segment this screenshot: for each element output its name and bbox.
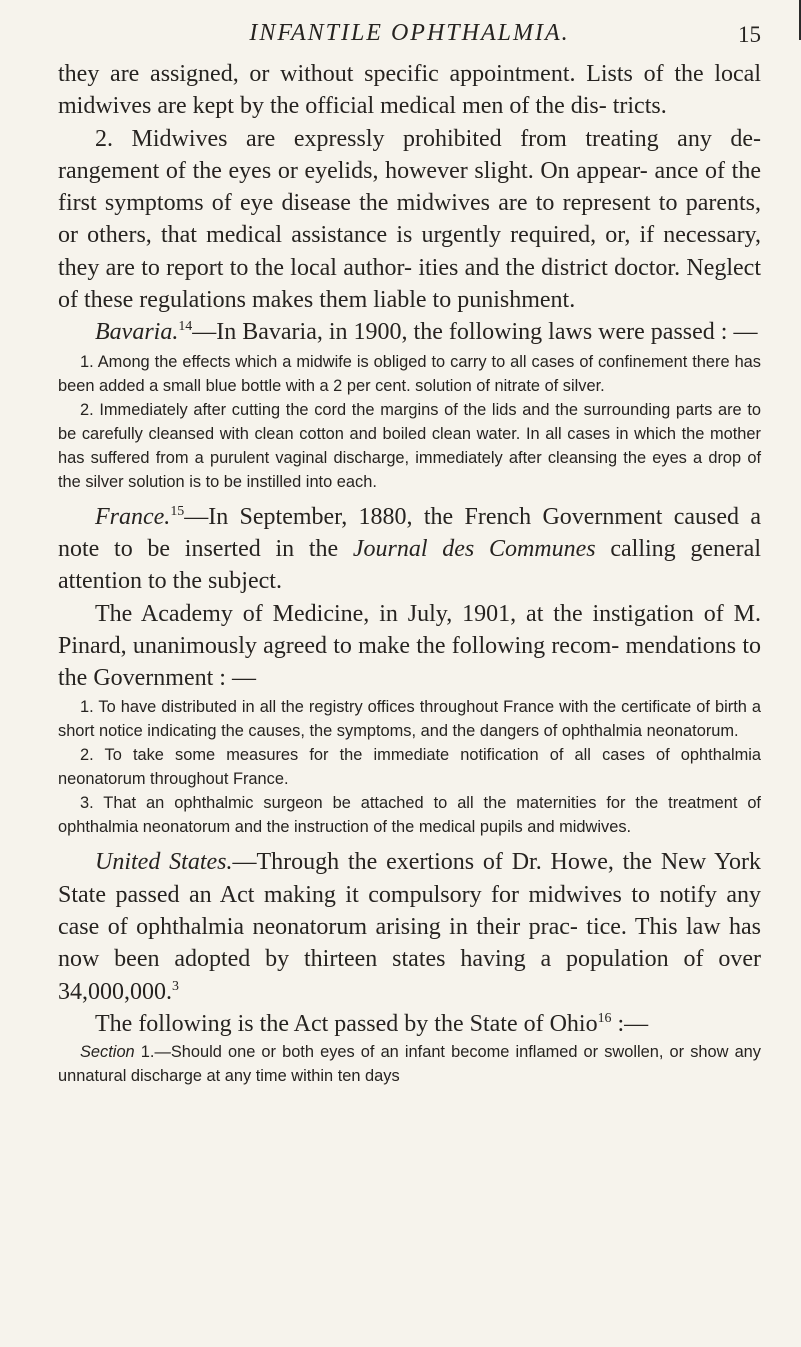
page-number: 15	[738, 22, 761, 47]
paragraph-france	[58, 501, 761, 598]
paragraph-midwife-prohibition: 2. Midwives are expressly prohibited from treating any de- rangement of the eyes or eyelids, however slight. On appear- ance of the first symptoms of eye disease the midwives are to represent to parents, or others, that medical assistance is urgently required, or, if necessary, they are to report to the local author- ities and the district doctor. Neglect of these regulations makes them liable to punishment.	[58, 125, 761, 314]
france-recommendation-list	[58, 695, 761, 839]
ohio-section-one	[58, 1040, 761, 1088]
france-recommendation-item: 2. To take some measures for the immediate notification of all cases of ophthalmia neonatorum throughout France.	[58, 746, 761, 789]
running-head	[58, 0, 761, 58]
bavaria-heading: Bavaria.	[95, 319, 179, 346]
bavaria-law-item: 1. Among the effects which a midwife is obliged to carry to all cases of confinement there has been added a small blue bottle with a 2 per cent. solution of nitrate of silver.	[58, 352, 761, 395]
france-text-after: calling general attention to the subject.	[58, 535, 761, 595]
united-states-text: —Through the exertions of Dr. Howe, the New York State passed an Act making it compulsory for midwives to notify any case of ophthalmia neonatorum arising in their prac- tice. This law has now been adopted by thirteen states having a population of over 34,000,000.	[58, 849, 762, 1005]
paragraph-midwife-lists: they are assigned, or without specific appointment. Lists of the local midwives are kept by the official medical men of the dis- tricts.	[58, 61, 761, 120]
bavaria-law-item: 2. Immediately after cutting the cord the margins of the lids and the surrounding parts are to be carefully cleansed with clean cotton and boiled clean water. In all cases in which the mother has suffered from a purulent vaginal discharge, immediately after cleansing the eyes a drop of the silver solution is to be instilled into each.	[58, 400, 761, 491]
france-recommendation-item: 1. To have distributed in all the registry offices throughout France with the certificate of birth a short notice indicating the causes, the symptoms, and the dangers of ophthalmia neonatorum.	[58, 698, 761, 741]
ohio-text: The following is the Act passed by the State of Ohio	[95, 1010, 598, 1037]
bavaria-law-list	[58, 350, 761, 494]
footnote-marker-france: 15	[170, 503, 185, 519]
section-heading: Section	[80, 1043, 135, 1062]
footnote-marker-bavaria: 14	[178, 319, 193, 335]
footnote-marker-ohio: 16	[597, 1010, 612, 1026]
journal-title: Journal des Communes	[352, 535, 596, 562]
paragraph-ohio-act	[58, 1008, 761, 1040]
running-title: INFANTILE OPHTHALMIA.	[249, 20, 570, 46]
france-text-before: —In September, 1880, the French Government caused a note to be inserted in the	[58, 503, 761, 562]
section-text: 1.—Should one or both eyes of an infant become inflamed or swollen, or show any unnatural discharge at any time within ten days	[58, 1043, 761, 1086]
paragraph-academy: The Academy of Medicine, in July, 1901, at the instigation of M. Pinard, unanimously agreed to make the following recom- mendations to the Government : —	[58, 600, 761, 692]
united-states-heading: United States.	[95, 849, 233, 876]
france-recommendation-item: 3. That an ophthalmic surgeon be attached to all the maternities for the treatment of ophthalmia neonatorum and the instruction of the medical pupils and midwives.	[58, 794, 761, 837]
paragraph-united-states	[58, 846, 761, 1007]
bavaria-text: —In Bavaria, in 1900, the following laws were passed : —	[192, 319, 758, 346]
book-page	[58, 0, 761, 1088]
paragraph-bavaria	[58, 316, 761, 348]
ohio-end: :—	[611, 1010, 649, 1037]
france-heading: France.	[95, 503, 171, 530]
footnote-marker-united-states: 3	[172, 978, 179, 994]
